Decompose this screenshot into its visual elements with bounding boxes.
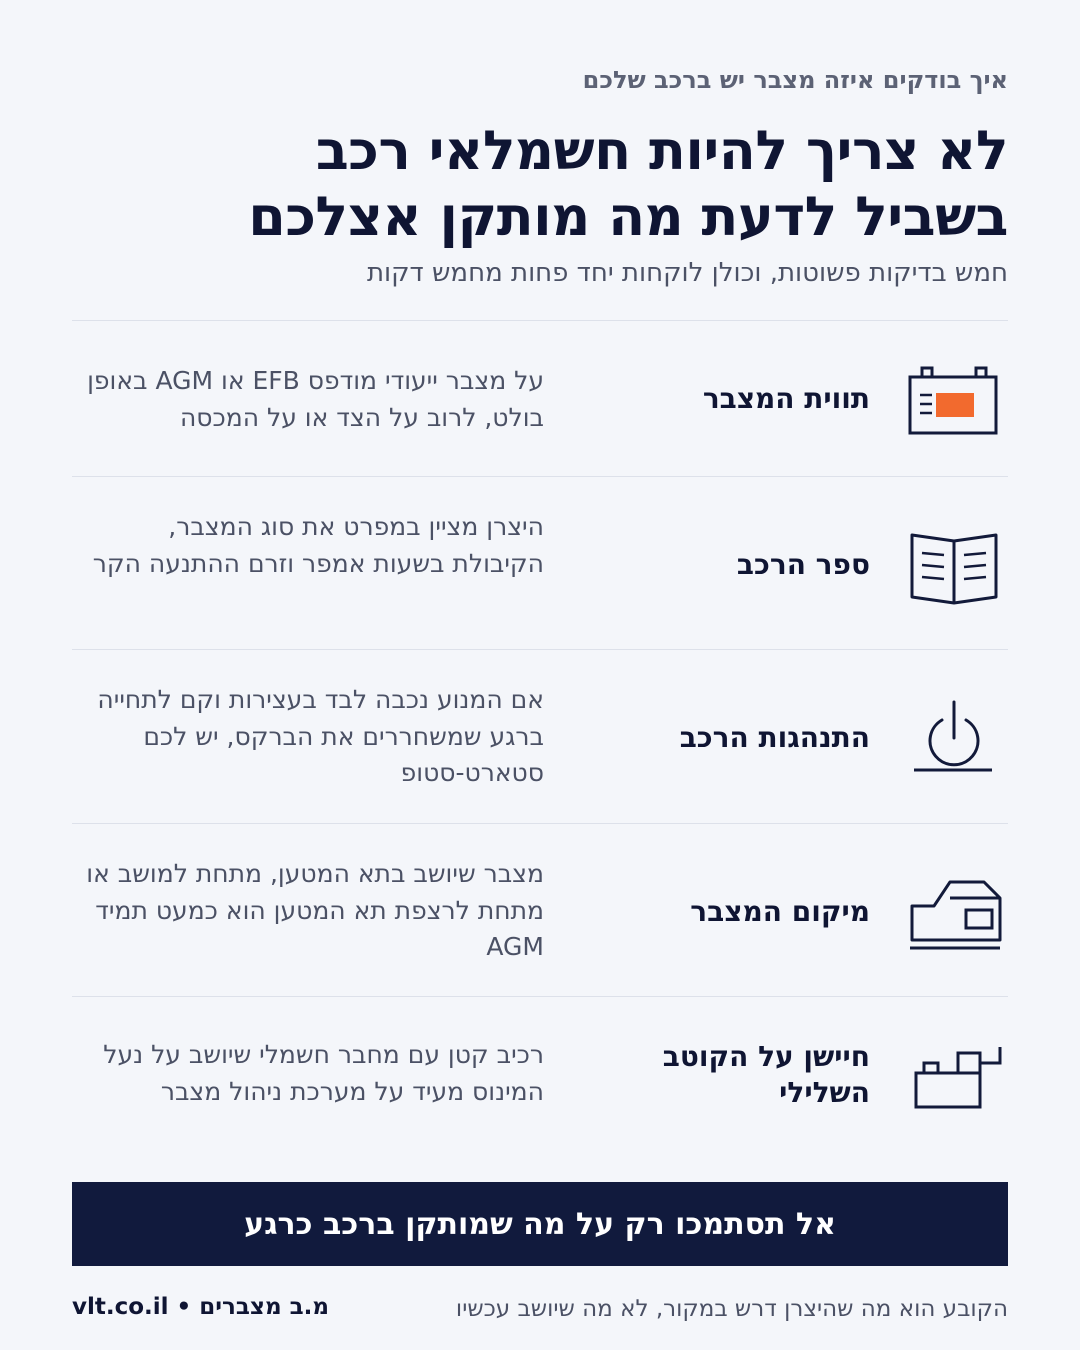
headline: [72, 118, 1008, 250]
check-row-negative-sensor: [72, 997, 1008, 1147]
check-row-manual: [72, 477, 1008, 649]
footer-brand[interactable]: vlt.co.il • מ.ב מצברים: [72, 1294, 329, 1320]
footer-note: הקובע הוא מה שהיצרן דרש במקור, לא מה שיושב עכשיו: [455, 1296, 1008, 1322]
check-description: אם המנוע נכבה לבד בעצירות וקם לתחייה ברגע שמשחררים את הברקס, יש לכם סטארט-סטופ: [97, 685, 544, 787]
subtitle: חמש בדיקות פשוטות, וכולן לוקחות יחד פחות מחמש דקות: [366, 258, 1008, 288]
check-description: רכיב קטן עם מחבר חשמלי שיושב על נעל המינוס מעיד על מערכת ניהול מצבר: [103, 1040, 544, 1106]
manual-book-icon: [900, 513, 1008, 613]
check-row-car-behavior: [72, 650, 1008, 823]
check-description: על מצבר ייעודי מודפס EFB או AGM באופן בולט, לרוב על הצד או על המכסה: [87, 366, 544, 432]
check-label: ספר הרכב: [736, 548, 870, 581]
check-label: תווית המצבר: [702, 382, 870, 415]
car-trunk-icon: [900, 860, 1008, 960]
battery-label-icon: [900, 348, 1008, 448]
cta-text: אל תסתמכו רק על מה שמותקן ברכב כרגע: [244, 1206, 836, 1242]
check-label: חיישן על הקוטב השלילי: [662, 1040, 870, 1109]
check-row-battery-location: [72, 824, 1008, 996]
power-icon: [900, 686, 1008, 786]
battery-sensor-icon: [900, 1025, 1008, 1125]
check-description: מצבר שיושב בתא המטען, מתחת למושב או מתחת לרצפת תא המטען הוא כמעט תמיד AGM: [86, 859, 544, 961]
check-row-battery-label: [72, 321, 1008, 476]
cta-banner: [72, 1182, 1008, 1266]
check-label: מיקום המצבר: [690, 895, 870, 928]
check-label: התנהגות הרכב: [679, 721, 870, 754]
headline-line-2: בשביל לדעת מה מותקן אצלכם: [248, 185, 1008, 248]
kicker: איך בודקים איזה מצבר יש ברכב שלכם: [582, 66, 1008, 94]
check-description: היצרן מציין במפרט את סוג המצבר, הקיבולת בשעות אמפר וזרם ההתנעה הקר: [92, 512, 544, 578]
headline-line-1: לא צריך להיות חשמלאי רכב: [315, 119, 1008, 182]
